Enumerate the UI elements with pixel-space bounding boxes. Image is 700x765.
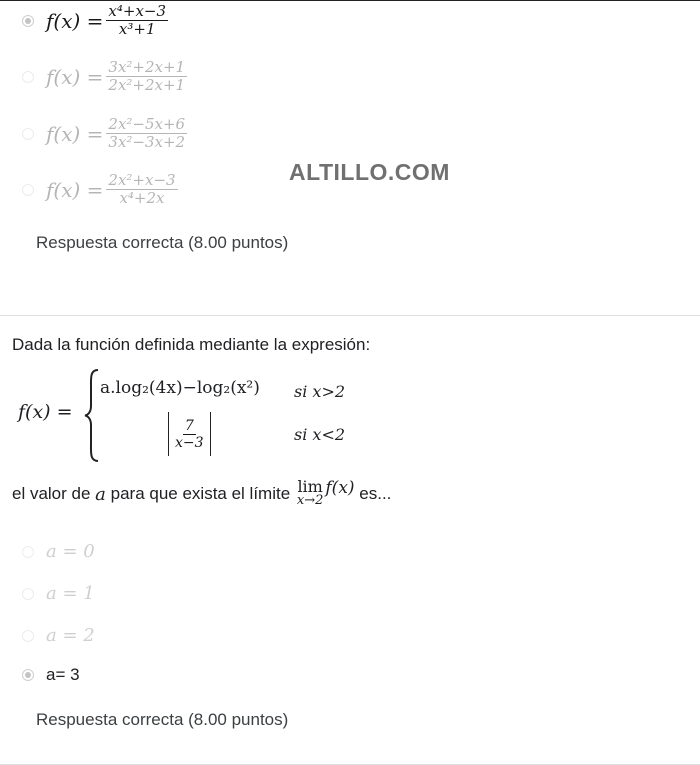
denominator: 3x²−3x+2: [108, 133, 186, 151]
formula-lhs: f(x) =: [46, 64, 104, 89]
formula: [46, 59, 187, 94]
numerator: 2x²+x−3: [108, 171, 176, 189]
radio-button[interactable]: [22, 630, 34, 642]
feedback-text: Respuesta correcta (8.00 puntos): [36, 233, 289, 252]
question-prompt: Dada la función definida mediante la expresión:: [12, 335, 371, 354]
question-sentence: [12, 477, 392, 508]
card-gap: [0, 285, 700, 315]
formula-lhs: f(x) =: [46, 121, 104, 146]
function-lhs: f(x) =: [18, 401, 73, 423]
feedback-text: Respuesta correcta (8.00 puntos): [36, 710, 289, 729]
numerator: x⁴+x−3: [108, 2, 167, 20]
formula-lhs: f(x) =: [46, 8, 104, 33]
radio-button[interactable]: [22, 71, 34, 83]
option-label: a= 3: [46, 665, 80, 684]
sentence-text: para que exista el límite: [105, 484, 295, 503]
radio-button[interactable]: [22, 546, 34, 558]
variable-a: a: [95, 483, 106, 505]
absolute-value-expression: [168, 412, 211, 456]
watermark: ALTILLO.COM: [289, 159, 450, 185]
piece-condition-1: si x>2: [294, 382, 346, 401]
numerator: 7: [184, 417, 194, 434]
formula-lhs: f(x) =: [46, 177, 104, 202]
left-brace-icon: [84, 368, 100, 463]
limit-expression: [296, 477, 324, 508]
denominator: x−3: [175, 434, 204, 451]
formula: [46, 116, 187, 151]
denominator: x³+1: [118, 20, 156, 38]
sentence-text: el valor de: [12, 484, 96, 503]
answer-option-a3[interactable]: [22, 665, 80, 685]
denominator: x⁴+2x: [119, 189, 165, 207]
answer-option-1[interactable]: [22, 3, 168, 38]
option-label: a = 2: [46, 625, 95, 646]
radio-button[interactable]: [22, 184, 34, 196]
radio-button[interactable]: [22, 588, 34, 600]
option-label: a = 1: [46, 583, 95, 604]
radio-button-selected[interactable]: [22, 669, 34, 681]
numerator: 3x²+2x+1: [108, 58, 186, 76]
denominator: 2x²+2x+1: [108, 76, 186, 94]
answer-option-3[interactable]: [22, 116, 187, 151]
answer-option-a1[interactable]: [22, 583, 95, 604]
limit-operator: lim: [297, 477, 323, 496]
radio-button[interactable]: [22, 128, 34, 140]
answer-option-a0[interactable]: [22, 541, 95, 562]
piece-condition-2: si x<2: [294, 425, 346, 444]
limit-function: f(x): [325, 478, 355, 498]
numerator: 2x²−5x+6: [108, 115, 186, 133]
question-card-1: [0, 0, 700, 287]
limit-subscript: x→2: [296, 493, 324, 508]
option-label: a = 0: [46, 541, 95, 562]
formula: [46, 3, 168, 38]
piece-expression-1: a.log₂(4x)−log₂(x²): [100, 378, 260, 398]
piecewise-function: [18, 368, 378, 463]
formula: [46, 172, 178, 207]
sentence-text: es...: [354, 484, 392, 503]
answer-option-2[interactable]: [22, 59, 187, 94]
answer-option-4[interactable]: [22, 172, 178, 207]
radio-button-selected[interactable]: [22, 15, 34, 27]
answer-option-a2[interactable]: [22, 625, 95, 646]
